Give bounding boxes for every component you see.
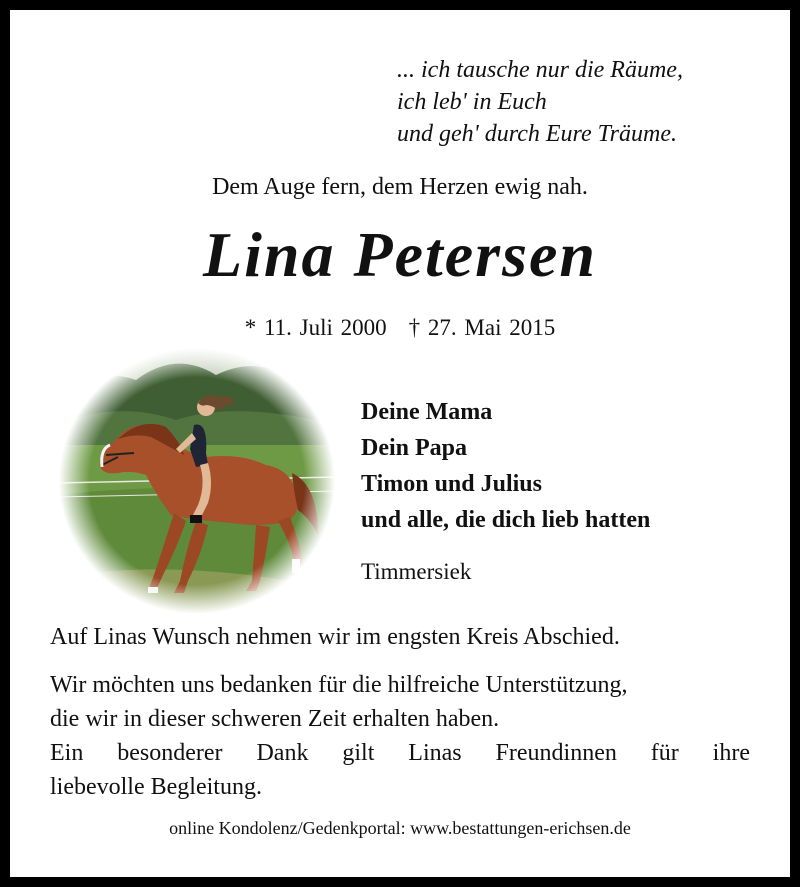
memorial-photo — [56, 345, 338, 617]
thanks-line: liebevolle Begleitung. — [50, 774, 262, 800]
thanks-line: die wir in dieser schweren Zeit erhalten haben. — [50, 706, 500, 732]
poem-line: ... ich tausche nur die Räume, — [397, 57, 683, 83]
birth-date: * 11. Juli 2000 — [244, 315, 387, 340]
thanks-text — [50, 668, 750, 804]
thanks-line: Ein besonderer Dank gilt Linas Freundinnen für ihre — [50, 740, 750, 766]
poem-line: ich leb' in Euch — [397, 89, 547, 115]
death-date: † 27. Mai 2015 — [408, 315, 556, 340]
condolence-portal: online Kondolenz/Gedenkportal: www.bestattungen-erichsen.de — [169, 818, 631, 838]
deceased-name: Lina Petersen — [203, 219, 597, 290]
thanks-line: Wir möchten uns bedanken für die hilfreiche Unterstützung, — [50, 672, 628, 698]
mourner-line: Timon und Julius — [361, 471, 542, 497]
mourner-line: und alle, die dich lieb hatten — [361, 507, 651, 533]
poem-line: und geh' durch Eure Träume. — [397, 121, 677, 147]
place-name: Timmersiek — [361, 559, 472, 584]
mourner-line: Deine Mama — [361, 399, 493, 425]
life-dates — [10, 315, 790, 341]
obituary-card — [10, 10, 790, 877]
mourners — [361, 394, 650, 538]
farewell-note: Auf Linas Wunsch nehmen wir im engsten Kreis Abschied. — [50, 624, 620, 650]
poem — [397, 54, 683, 150]
motto: Dem Auge fern, dem Herzen ewig nah. — [212, 174, 588, 200]
mourner-line: Dein Papa — [361, 435, 468, 461]
